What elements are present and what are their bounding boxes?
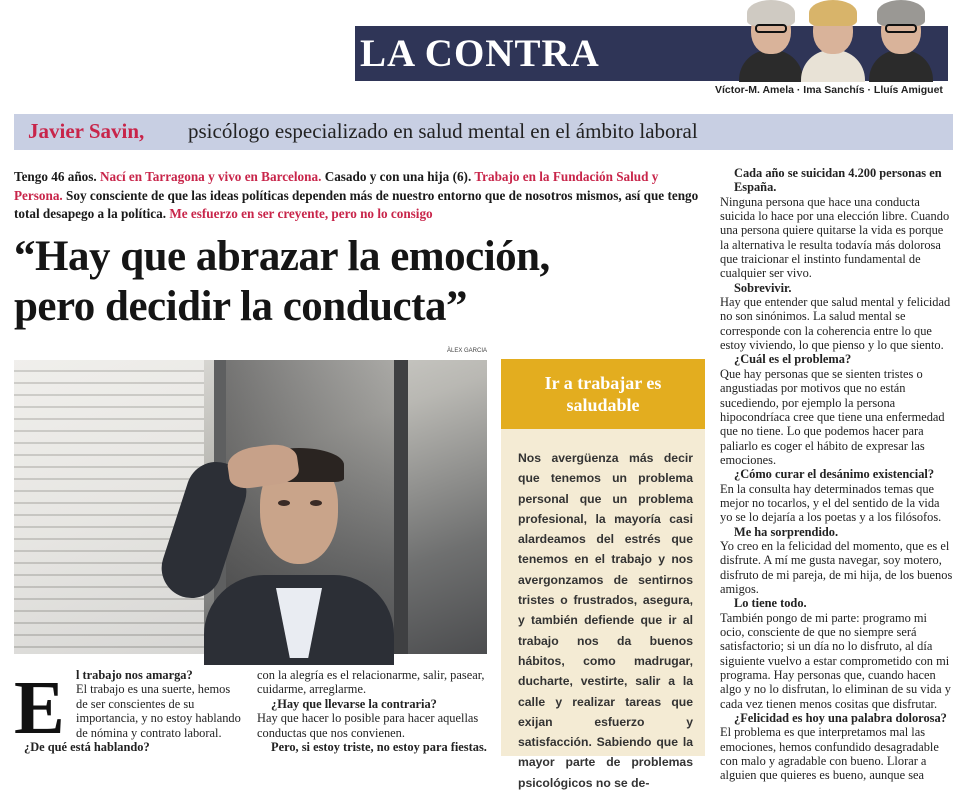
- question: ¿Cómo curar el desánimo existencial?: [734, 467, 935, 482]
- answer: El problema es que interpretamos mal las emociones, hemos confundido desagradable con malo y agradable con bueno. Llorar a alguien que quieres es bueno, aunque sea: [720, 725, 939, 783]
- columnist-portrait-1: [735, 0, 805, 82]
- photo-eye: [278, 500, 290, 506]
- answer: En la consulta hay determinados temas que mejor no tocarlos, y el del sentido de la vida yo se lo dejaría a los poetas y a los filósofos.: [720, 481, 942, 525]
- glasses-icon: [755, 24, 787, 33]
- intro-age: Tengo 46 años.: [14, 169, 97, 184]
- sidebar-title-line-1: Ir a trabajar es: [544, 373, 662, 393]
- article-column-1-cont: [24, 740, 244, 754]
- question: Me ha sorprendido.: [734, 524, 839, 539]
- columnist-credits: Víctor-M. Amela · Ima Sanchís · Lluís Amiguet: [715, 84, 943, 96]
- photo-blinds: [14, 360, 204, 654]
- question: l trabajo nos amarga?: [76, 668, 193, 682]
- interviewee-photo: [14, 360, 487, 654]
- sidebar-title-line-2: saludable: [566, 395, 640, 415]
- question: Lo tiene todo.: [734, 596, 807, 611]
- portrait-torso: [869, 50, 933, 82]
- portrait-torso: [739, 50, 803, 82]
- question: Pero, si estoy triste, no estoy para fiestas.: [271, 740, 487, 755]
- headline-line-2: pero decidir la conducta”: [14, 283, 467, 330]
- question: ¿Felicidad es hoy una palabra dolorosa?: [734, 711, 947, 726]
- sidebar-header: [501, 359, 705, 429]
- question: ¿Hay que llevarse la contraria?: [271, 696, 437, 711]
- photo-eye: [310, 500, 322, 506]
- columnist-portrait-3: [865, 0, 935, 82]
- photo-credit: ÀLEX GARCIA: [447, 348, 488, 354]
- portrait-hair: [747, 0, 795, 26]
- answer: También pongo de mi parte: programo mi ocio, consciente de que no siempre será satisfactorio; si un día no lo disfruto, al día siguiente vuelvo a estar comprometido con mi programa. Hay personas que, cuando hacen algo y no lo disfrutan, lo eliminan de su vida y cada vez tienen menos cositas que disfrutar.: [720, 610, 951, 711]
- answer: Que hay personas que se sienten tristes o angustiadas por motivos que no están sucediendo, por ejemplo la persona hipocondríaca cree que tiene una enfermedad que no tiene. Lo que podemos hacer para paliarlo es coger el hábito de expresar las emociones.: [720, 366, 945, 467]
- drop-cap: E: [14, 666, 65, 750]
- question: Sobrevivir.: [734, 280, 792, 295]
- answer: Hay que entender que salud mental y felicidad no son sinónimos. La salud mental se corresponde con la coherencia entre lo que estoy viviendo, lo que pienso y lo que siento.: [720, 295, 951, 353]
- answer: con la alegría es el relacionarme, salir, pasear, cuidarme, arreglarme.: [257, 668, 485, 697]
- question: ¿De qué está hablando?: [24, 740, 150, 754]
- columnist-portrait-2: [797, 0, 867, 82]
- answer: El trabajo es una suerte, hemos de ser conscientes de su importancia, y no estoy hablando de nómina y contrato laboral.: [76, 682, 241, 740]
- intro-origin: Nací en Tarragona y vivo en Barcelona.: [100, 169, 322, 184]
- headline-line-1: “Hay que abrazar la emoción,: [14, 233, 550, 280]
- portrait-torso: [801, 50, 865, 82]
- answer: Hay que hacer lo posible para hacer aquellas conductas que nos convienen.: [257, 711, 479, 740]
- answer: Ninguna persona que hace una conducta suicida lo hace por una elección libre. Cuando una persona quiere quitarse la vida es porque la alternativa le resulta todavía más dolorosa que traicionar el instinto fundamental de cualquier ser vivo.: [720, 194, 950, 281]
- sidebar-title: [501, 372, 705, 416]
- interviewee-role: psicólogo especializado en salud mental en el ámbito laboral: [188, 119, 698, 143]
- intro-family: Casado y con una hija (6).: [324, 169, 472, 184]
- glasses-icon: [885, 24, 917, 33]
- question: Cada año se suicidan 4.200 personas en España.: [734, 166, 942, 195]
- intro-work: Trabajo en la Fundación Salud y Persona.: [14, 169, 659, 203]
- sidebar-text: Nos avergüenza más decir que tenemos un problema personal que un problema profesional, la mayoría casi alardeamos del estrés que tenemos en el trabajo y nos avergonzamos de sentirnos tristes o frustrados, asegura, y también defiende que ir al trabajo nos da buenos hábitos, como madrugar, ducharte, vestirte, salir a la calle y realizar tareas que exijan esfuerzo y satisfacción. Sabiendo que la mayor parte de problemas psicológicos no se de-: [518, 451, 693, 790]
- portrait-hair: [809, 0, 857, 26]
- interviewee-name: Javier Savin,: [28, 119, 145, 143]
- intro-paragraph: [14, 168, 707, 224]
- intro-belief: Me esfuerzo en ser creyente, pero no lo consigo: [169, 206, 433, 221]
- interviewee-band: [14, 114, 953, 150]
- headline: [14, 232, 707, 332]
- sidebar-box: [501, 359, 705, 790]
- article-column-right: [720, 166, 954, 783]
- portrait-hair: [877, 0, 925, 26]
- columnist-portraits: [725, 0, 955, 82]
- section-title: LA CONTRA: [360, 32, 600, 75]
- article-column-2: [257, 668, 489, 754]
- question: ¿Cuál es el problema?: [734, 352, 852, 367]
- photo-window-frame: [394, 360, 408, 654]
- answer: Yo creo en la felicidad del momento, que es el disfrute. A mí me gusta navegar, soy motero, disfruto de mi pareja, de mi hija, de los buenos amigos.: [720, 538, 953, 596]
- article-column-1: [76, 668, 244, 740]
- intro-politics: Soy consciente de que las ideas políticas dependen más de nuestro entorno que de nosotros mismos, así que tengo total desapego a la política.: [14, 187, 699, 221]
